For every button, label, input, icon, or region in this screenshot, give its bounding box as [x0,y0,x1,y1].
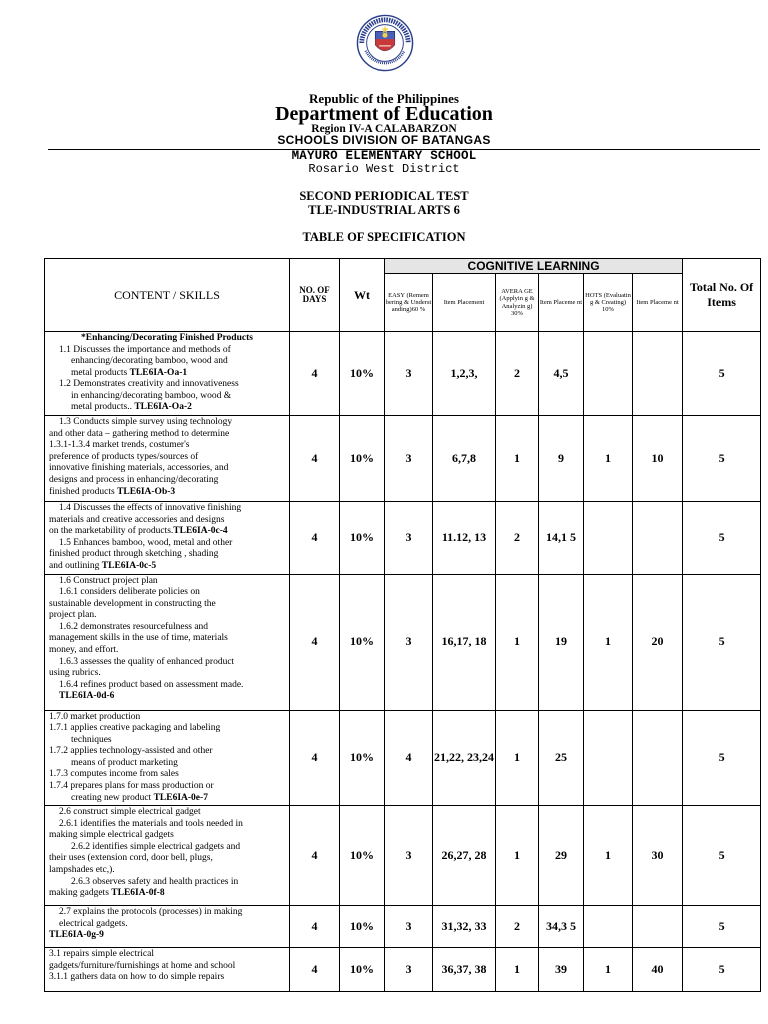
specification-table-body [45,332,761,992]
skill-line [49,368,285,380]
days-cell: 4 [290,574,340,710]
table-row [45,502,761,574]
average-count-cell: 1 [496,710,539,806]
skill-text: their uses (extension cord, door bell, plugs, [49,853,213,864]
school-name: MAYURO ELEMENTARY SCHOOL [291,149,477,163]
skill-text: 2.6 construct simple electrical gadget [59,807,201,818]
skill-text: metal products.. [71,402,135,413]
skill-text: 1.7.1 applies creative packaging and labeling [49,723,221,734]
skill-text: in enhancing/decorating bamboo, wood & [71,390,232,401]
skill-line [49,391,285,403]
total-items-cell: 5 [683,906,761,948]
average-placement-cell: 34,3 5 [539,906,584,948]
skill-text: project plan. [49,610,97,621]
average-count-cell: 1 [496,948,539,992]
content-skill-cell [45,332,290,416]
average-placement-cell: 39 [539,948,584,992]
department-title: Department of Education [275,103,493,125]
easy-count-cell: 3 [385,416,433,502]
division-line: SCHOOLS DIVISION OF BATANGAS [277,133,491,147]
skill-line [49,842,285,854]
competency-code: TLE6IA-0g-9 [49,930,104,941]
weight-cell: 10% [340,574,385,710]
hots-placement-cell [633,906,683,948]
skill-line [49,475,285,487]
easy-placement-cell: 26,27, 28 [433,806,496,906]
competency-code: TLE6IA-Oa-1 [129,367,188,378]
skill-line [49,538,285,550]
skill-line [49,429,285,441]
skill-text: finished product through sketching , shading [49,549,219,560]
table-row [45,906,761,948]
skill-line [49,668,285,680]
easy-count-cell: 4 [385,710,433,806]
header-cognitive-learning: COGNITIVE LEARNING [385,259,683,274]
skill-line [49,807,285,819]
skill-line [49,587,285,599]
skill-line [49,919,285,931]
hots-placement-cell: 10 [633,416,683,502]
skill-text: sustainable development in constructing the [49,598,216,609]
skill-line [49,830,285,842]
weight-cell: 10% [340,948,385,992]
skill-line [49,907,285,919]
weight-cell: 10% [340,332,385,416]
skill-line [49,345,285,357]
subject-title: TLE-INDUSTRIAL ARTS 6 [308,203,460,217]
skill-line [49,402,285,414]
easy-placement-cell: 21,22, 23,24 [433,710,496,806]
skill-line [49,877,285,889]
region-line: Region IV-A CALABARZON [311,123,457,135]
skill-text: designs and process in enhancing/decorating [49,474,219,485]
skill-text: finished products [49,486,118,497]
skill-line [49,515,285,527]
deped-seal-icon [356,14,414,72]
table-row [45,574,761,710]
hots-count-cell: 1 [584,416,633,502]
easy-placement-cell: 16,17, 18 [433,574,496,710]
hots-count-cell: 1 [584,948,633,992]
skill-line [49,526,285,538]
easy-count-cell: 3 [385,574,433,710]
easy-placement-cell: 31,32, 33 [433,906,496,948]
skill-line [49,549,285,561]
header-easy: EASY (Remem bering & Underst anding)60 % [385,274,433,332]
average-count-cell: 1 [496,574,539,710]
skill-text: *Enhancing/Decorating Finished Products [81,333,253,343]
header-weight: Wt [340,259,385,332]
skill-line [49,633,285,645]
skill-line [49,793,285,805]
easy-count-cell: 3 [385,948,433,992]
skill-line [49,769,285,781]
skill-text: 1.1 Discusses the importance and methods of [59,344,231,355]
skill-text: making simple electrical gadgets [49,830,174,841]
table-row [45,806,761,906]
header-hots: HOTS (Evaluatin g & Creating) 10% [584,274,633,332]
skill-line [49,622,285,634]
skill-text: gadgets/furniture/furnishings at home and school [49,960,236,971]
weight-cell: 10% [340,906,385,948]
skill-text: 2.6.1 identifies the materials and tools needed in [59,818,243,829]
skill-line [49,819,285,831]
header-total-items: Total No. Of Items [683,259,761,332]
table-row [45,416,761,502]
skill-line [49,440,285,452]
skill-line [49,333,285,345]
test-title: SECOND PERIODICAL TEST [299,189,469,203]
total-items-cell: 5 [683,574,761,710]
easy-count-cell: 3 [385,906,433,948]
easy-placement-cell: 1,2,3, [433,332,496,416]
skill-text: means of product marketing [71,757,178,768]
skill-line [49,599,285,611]
competency-code: TLE6IA-Oa-2 [134,402,192,413]
header-days: NO. OF DAYS [290,259,340,332]
skill-line [49,610,285,622]
days-cell: 4 [290,416,340,502]
skill-text: and other data – gathering method to determine [49,428,230,439]
district-name: Rosario West District [308,162,460,176]
skill-line [49,853,285,865]
hots-placement-cell [633,710,683,806]
skill-text: 1.6.2 demonstrates resourcefulness and [59,621,209,632]
hots-placement-cell: 20 [633,574,683,710]
skill-text: 1.7.0 market production [49,711,141,722]
average-placement-cell: 4,5 [539,332,584,416]
skill-text: money, and effort. [49,644,119,655]
average-placement-cell: 9 [539,416,584,502]
weight-cell: 10% [340,806,385,906]
competency-code: TLE6IA-0c-5 [101,560,157,571]
skill-line [49,781,285,793]
competency-code: TLE6IA-0f-8 [111,888,165,899]
weight-cell: 10% [340,710,385,806]
skill-line [49,961,285,973]
content-skill-cell [45,806,290,906]
weight-cell: 10% [340,416,385,502]
skill-text: using rubrics. [49,668,101,679]
republic-line: Republic of the Philippines [309,91,459,106]
skill-text: making gadgets [49,888,112,899]
skill-line [49,645,285,657]
skill-line [49,417,285,429]
hots-placement-cell [633,332,683,416]
table-row [45,332,761,416]
hots-count-cell: 1 [584,574,633,710]
easy-placement-cell: 36,37, 38 [433,948,496,992]
days-cell: 4 [290,948,340,992]
hots-count-cell: 1 [584,806,633,906]
content-skill-cell [45,574,290,710]
header-item-placement-average: Item Placeme nt [539,274,584,332]
skill-text: 3.1 repairs simple electrical [49,949,154,960]
hots-count-cell [584,332,633,416]
table-title: TABLE OF SPECIFICATION [302,230,466,244]
competency-code: TLE6IA-Ob-3 [117,486,176,497]
skill-line [49,379,285,391]
skill-text: 1.2 Demonstrates creativity and innovativeness [59,379,239,390]
skill-text: creating new product [71,792,154,803]
skill-line [49,949,285,961]
hots-placement-cell: 40 [633,948,683,992]
total-items-cell: 5 [683,502,761,574]
content-skill-cell [45,710,290,806]
skill-text: on the marketability of products. [49,526,174,537]
competency-code: TLE6IA-0e-7 [153,792,208,803]
skill-text: preference of products types/sources of [49,451,199,462]
skill-line [49,972,285,984]
skill-line [49,356,285,368]
skill-line [49,865,285,877]
header-item-placement-easy: Item Placement [433,274,496,332]
days-cell: 4 [290,710,340,806]
skill-text: 2.6.3 observes safety and health practices in [71,876,239,887]
total-items-cell: 5 [683,806,761,906]
skill-text: 1.6.4 refines product based on assessment made. [59,679,244,690]
content-skill-cell [45,948,290,992]
total-items-cell: 5 [683,948,761,992]
average-placement-cell: 25 [539,710,584,806]
skill-line [49,657,285,669]
competency-code: TLE6IA-0d-6 [59,691,115,702]
skill-line [49,712,285,724]
days-cell: 4 [290,502,340,574]
table-row [45,710,761,806]
average-count-cell: 2 [496,332,539,416]
skill-text: 1.3.1-1.3.4 market trends, costumer's [49,440,190,451]
skill-line [49,503,285,515]
days-cell: 4 [290,906,340,948]
skill-line [49,680,285,692]
table-row [45,948,761,992]
easy-placement-cell: 6,7,8 [433,416,496,502]
skill-line [49,735,285,747]
content-skill-cell [45,906,290,948]
easy-count-cell: 3 [385,502,433,574]
easy-placement-cell: 11.12, 13 [433,502,496,574]
skill-text: 1.3 Conducts simple survey using technology [59,417,233,428]
skill-line [49,691,285,703]
skill-text: enhancing/decorating bamboo, wood and [71,356,228,367]
average-placement-cell: 29 [539,806,584,906]
hots-placement-cell [633,502,683,574]
skill-line [49,487,285,499]
total-items-cell: 5 [683,416,761,502]
skill-text: 2.7 explains the protocols (processes) in making [59,907,243,918]
header-average: AVERA GE (Applyin g & Analyzin g) 30% [496,274,539,332]
hots-placement-cell: 30 [633,806,683,906]
skill-text: techniques [71,734,112,745]
days-cell: 4 [290,806,340,906]
skill-text: 1.7.4 prepares plans for mass production or [49,780,214,791]
average-count-cell: 1 [496,806,539,906]
total-items-cell: 5 [683,332,761,416]
weight-cell: 10% [340,502,385,574]
average-placement-cell: 19 [539,574,584,710]
skill-line [49,576,285,588]
average-count-cell: 2 [496,502,539,574]
hots-count-cell [584,710,633,806]
skill-text: 1.6.1 considers deliberate policies on [59,587,200,598]
hots-count-cell [584,906,633,948]
specification-table [44,258,761,992]
skill-text: electrical gadgets. [59,918,128,929]
skill-text: 1.5 Enhances bamboo, wood, metal and other [59,537,233,548]
skill-text: 1.6 Construct project plan [59,575,158,586]
skill-text: lampshades etc,). [49,865,115,876]
skill-text: metal products [71,367,130,378]
skill-line [49,723,285,735]
skill-text: 2.6.2 identifies simple electrical gadgets and [71,841,241,852]
easy-count-cell: 3 [385,332,433,416]
skill-line [49,452,285,464]
skill-line [49,888,285,900]
skill-line [49,561,285,573]
skill-text: 1.6.3 assesses the quality of enhanced product [59,656,235,667]
total-items-cell: 5 [683,710,761,806]
content-skill-cell [45,416,290,502]
average-placement-cell: 14,1 5 [539,502,584,574]
average-count-cell: 2 [496,906,539,948]
skill-text: 1.7.2 applies technology-assisted and other [49,746,213,757]
skill-text: management skills in the use of time, materials [49,633,228,644]
average-count-cell: 1 [496,416,539,502]
skill-text: 1.4 Discusses the effects of innovative finishing [59,503,242,514]
header-content-skills: CONTENT / SKILLS [45,259,290,332]
hots-count-cell [584,502,633,574]
easy-count-cell: 3 [385,806,433,906]
days-cell: 4 [290,332,340,416]
skill-line [49,930,285,942]
competency-code: TLE6IA-0c-4 [173,526,228,537]
skill-line [49,746,285,758]
skill-text: and outlining [49,560,102,571]
skill-line [49,463,285,475]
skill-text: materials and creative accessories and designs [49,514,225,525]
skill-line [49,758,285,770]
header-item-placement-hots: Item Placeme nt [633,274,683,332]
skill-text: innovative finishing materials, accessories, and [49,463,229,474]
skill-text: 1.7.3 computes income from sales [49,769,179,780]
skill-text: 3.1.1 gathers data on how to do simple repairs [49,972,225,983]
content-skill-cell [45,502,290,574]
